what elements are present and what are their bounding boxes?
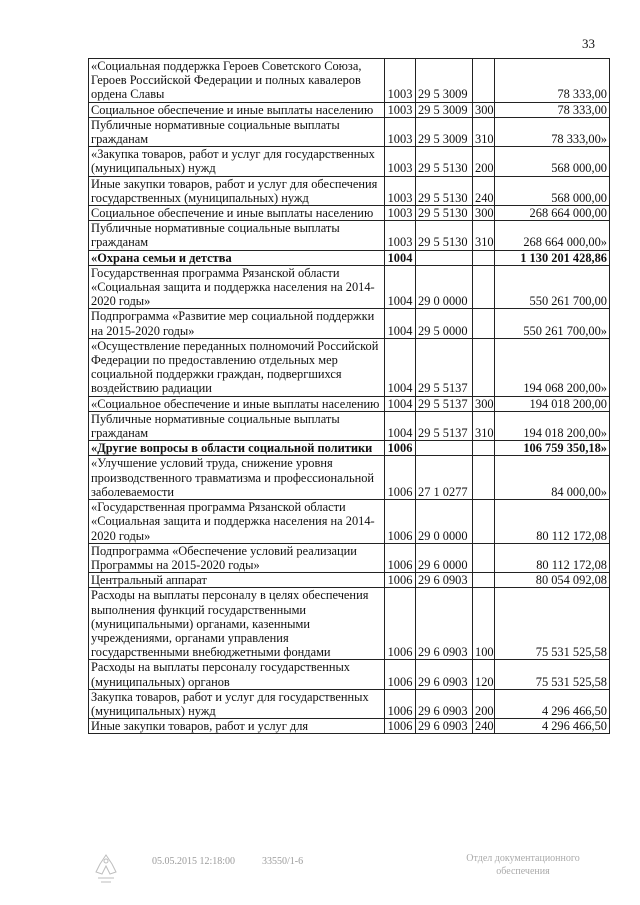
row-article-cell: 29 5 5137	[416, 411, 473, 440]
row-sum-cell: 75 531 525,58	[495, 660, 610, 689]
row-section-cell: 1003	[385, 102, 416, 117]
table-row	[89, 221, 610, 250]
row-type-cell	[473, 543, 495, 572]
page-number: 33	[582, 36, 595, 51]
row-sum-cell: 268 664 000,00	[495, 206, 610, 221]
row-section-cell: 1004	[385, 250, 416, 265]
footer	[0, 852, 640, 892]
row-type-cell	[473, 500, 495, 544]
row-article-cell: 29 5 5137	[416, 396, 473, 411]
row-sum-cell: 78 333,00	[495, 59, 610, 103]
row-sum-cell: 568 000,00	[495, 147, 610, 176]
row-article-cell: 29 0 0000	[416, 265, 473, 309]
row-section-cell: 1003	[385, 221, 416, 250]
footer-department-mark	[448, 852, 598, 878]
row-name-cell: Публичные нормативные социальные выплаты гражданам	[89, 117, 385, 146]
row-type-cell	[473, 456, 495, 500]
row-section-cell: 1006	[385, 441, 416, 456]
row-name-cell: «Другие вопросы в области социальной политики	[89, 441, 385, 456]
row-sum-cell: 75 531 525,58	[495, 588, 610, 660]
row-type-cell: 310	[473, 117, 495, 146]
row-name-cell: «Социальное обеспечение и иные выплаты населению	[89, 396, 385, 411]
row-section-cell: 1003	[385, 117, 416, 146]
table-row	[89, 176, 610, 205]
table-row	[89, 543, 610, 572]
row-sum-cell: 550 261 700,00»	[495, 309, 610, 338]
row-section-cell: 1003	[385, 147, 416, 176]
row-name-cell: Иные закупки товаров, работ и услуг для обеспечения государственных (муниципальных) нужд	[89, 176, 385, 205]
row-sum-cell: 4 296 466,50	[495, 719, 610, 734]
footer-mark-line-2: обеспечения	[496, 866, 550, 877]
row-section-cell: 1006	[385, 689, 416, 718]
row-sum-cell: 268 664 000,00»	[495, 221, 610, 250]
row-name-cell: Подпрограмма «Развитие мер социальной поддержки на 2015-2020 годы»	[89, 309, 385, 338]
table-row	[89, 250, 610, 265]
row-sum-cell: 568 000,00	[495, 176, 610, 205]
table-row	[89, 441, 610, 456]
row-section-cell: 1006	[385, 500, 416, 544]
row-sum-cell: 78 333,00»	[495, 117, 610, 146]
table-row	[89, 660, 610, 689]
row-article-cell: 29 6 0903	[416, 573, 473, 588]
row-sum-cell: 4 296 466,50	[495, 689, 610, 718]
footer-doc-number: 33550/1-6	[262, 856, 304, 867]
row-article-cell: 29 5 5130	[416, 176, 473, 205]
table-row	[89, 206, 610, 221]
row-section-cell: 1004	[385, 396, 416, 411]
row-sum-cell: 80 112 172,08	[495, 543, 610, 572]
row-name-cell: Государственная программа Рязанской области «Социальная защита и поддержка населения на 2014-2020 годы»	[89, 265, 385, 309]
table-row	[89, 102, 610, 117]
row-article-cell: 29 5 5137	[416, 338, 473, 396]
row-type-cell: 300	[473, 102, 495, 117]
row-type-cell: 300	[473, 396, 495, 411]
row-sum-cell: 194 068 200,00»	[495, 338, 610, 396]
row-sum-cell: 84 000,00»	[495, 456, 610, 500]
row-section-cell: 1004	[385, 309, 416, 338]
row-section-cell: 1006	[385, 456, 416, 500]
row-name-cell: Центральный аппарат	[89, 573, 385, 588]
table-row	[89, 689, 610, 718]
row-sum-cell: 194 018 200,00	[495, 396, 610, 411]
table-row	[89, 411, 610, 440]
row-name-cell: Публичные нормативные социальные выплаты гражданам	[89, 411, 385, 440]
row-type-cell: 300	[473, 206, 495, 221]
row-article-cell: 29 6 0000	[416, 543, 473, 572]
row-name-cell: Закупка товаров, работ и услуг для государственных (муниципальных) нужд	[89, 689, 385, 718]
row-section-cell: 1003	[385, 59, 416, 103]
row-type-cell	[473, 250, 495, 265]
row-article-cell: 29 5 5130	[416, 206, 473, 221]
row-sum-cell: 80 054 092,08	[495, 573, 610, 588]
table-row	[89, 396, 610, 411]
row-section-cell: 1006	[385, 573, 416, 588]
row-article-cell: 29 5 5130	[416, 147, 473, 176]
row-article-cell: 29 6 0903	[416, 719, 473, 734]
row-section-cell: 1004	[385, 338, 416, 396]
row-name-cell: Социальное обеспечение и иные выплаты населению	[89, 206, 385, 221]
table-row	[89, 265, 610, 309]
table-row	[89, 59, 610, 103]
table-row	[89, 500, 610, 544]
row-article-cell: 27 1 0277	[416, 456, 473, 500]
table-row	[89, 117, 610, 146]
row-type-cell	[473, 441, 495, 456]
row-article-cell: 29 5 0000	[416, 309, 473, 338]
row-type-cell	[473, 265, 495, 309]
row-section-cell: 1004	[385, 265, 416, 309]
row-article-cell: 29 6 0903	[416, 588, 473, 660]
row-sum-cell: 80 112 172,08	[495, 500, 610, 544]
row-section-cell: 1006	[385, 660, 416, 689]
row-sum-cell: 550 261 700,00	[495, 265, 610, 309]
row-name-cell: Публичные нормативные социальные выплаты гражданам	[89, 221, 385, 250]
row-section-cell: 1004	[385, 411, 416, 440]
row-name-cell: «Государственная программа Рязанской области «Социальная защита и поддержка населения на 2014-2020 годы»	[89, 500, 385, 544]
table-row	[89, 588, 610, 660]
footer-date: 05.05.2015 12:18:00	[152, 856, 236, 867]
row-type-cell: 310	[473, 221, 495, 250]
row-name-cell: Социальное обеспечение и иные выплаты населению	[89, 102, 385, 117]
row-section-cell: 1006	[385, 588, 416, 660]
row-article-cell: 29 6 0903	[416, 689, 473, 718]
row-name-cell: «Улучшение условий труда, снижение уровня производственного травматизма и профессиональной заболеваемости	[89, 456, 385, 500]
row-section-cell: 1003	[385, 206, 416, 221]
budget-table-body	[89, 59, 610, 734]
row-type-cell: 100	[473, 588, 495, 660]
row-sum-cell: 106 759 350,18»	[495, 441, 610, 456]
table-row	[89, 309, 610, 338]
row-article-cell: 29 5 3009	[416, 117, 473, 146]
row-type-cell: 240	[473, 176, 495, 205]
row-article-cell	[416, 441, 473, 456]
row-article-cell: 29 5 3009	[416, 59, 473, 103]
row-section-cell: 1003	[385, 176, 416, 205]
row-article-cell: 29 5 3009	[416, 102, 473, 117]
row-section-cell: 1006	[385, 543, 416, 572]
row-type-cell: 200	[473, 689, 495, 718]
row-name-cell: Подпрограмма «Обеспечение условий реализации Программы на 2015-2020 годы»	[89, 543, 385, 572]
row-type-cell: 200	[473, 147, 495, 176]
row-name-cell: «Закупка товаров, работ и услуг для государственных (муниципальных) нужд	[89, 147, 385, 176]
table-row	[89, 573, 610, 588]
row-type-cell: 120	[473, 660, 495, 689]
footer-mark-line-1: Отдел документационного	[466, 853, 580, 864]
row-type-cell: 310	[473, 411, 495, 440]
row-name-cell: «Осуществление переданных полномочий Российской Федерации по предоставлению отдельных мер социальной поддержки граждан, подвергшихся воздействию радиации	[89, 338, 385, 396]
table-row	[89, 719, 610, 734]
row-name-cell: «Социальная поддержка Героев Советского Союза, Героев Российской Федерации и полных кавалеров ордена Славы	[89, 59, 385, 103]
budget-table	[88, 58, 610, 734]
row-name-cell: Расходы на выплаты персоналу государственных (муниципальных) органов	[89, 660, 385, 689]
row-type-cell	[473, 573, 495, 588]
row-section-cell: 1006	[385, 719, 416, 734]
row-type-cell	[473, 338, 495, 396]
row-article-cell: 29 0 0000	[416, 500, 473, 544]
row-type-cell: 240	[473, 719, 495, 734]
row-type-cell	[473, 59, 495, 103]
row-sum-cell: 1 130 201 428,86	[495, 250, 610, 265]
table-row	[89, 147, 610, 176]
row-type-cell	[473, 309, 495, 338]
row-name-cell: «Охрана семьи и детства	[89, 250, 385, 265]
row-name-cell: Расходы на выплаты персоналу в целях обеспечения выполнения функций государственными (муниципальными) органами, казенными учреждениями, органами управления государственными внебюджетными фондами	[89, 588, 385, 660]
row-article-cell: 29 6 0903	[416, 660, 473, 689]
row-article-cell: 29 5 5130	[416, 221, 473, 250]
row-article-cell	[416, 250, 473, 265]
table-row	[89, 456, 610, 500]
row-name-cell: Иные закупки товаров, работ и услуг для	[89, 719, 385, 734]
row-sum-cell: 194 018 200,00»	[495, 411, 610, 440]
table-row	[89, 338, 610, 396]
row-sum-cell: 78 333,00	[495, 102, 610, 117]
stamp-icon	[92, 852, 120, 889]
